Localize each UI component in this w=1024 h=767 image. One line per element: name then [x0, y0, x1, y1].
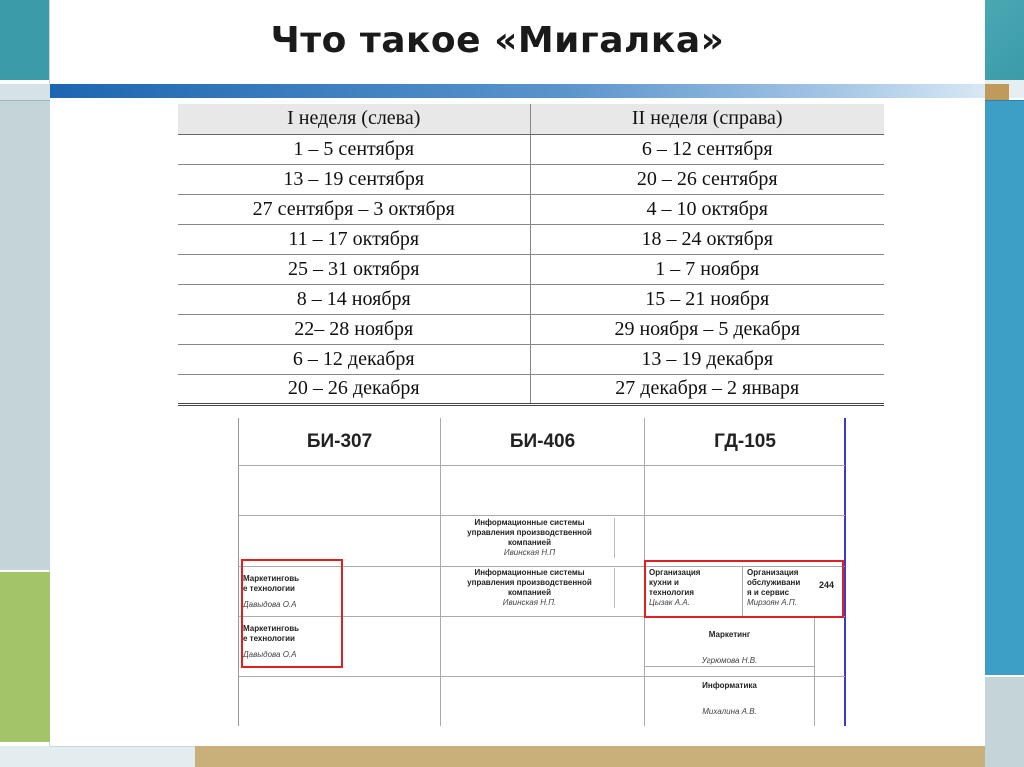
teacher-name: Угрюмова Н.В.	[701, 656, 758, 665]
table-row	[178, 224, 884, 254]
group-header-bi307: БИ-307	[239, 418, 441, 466]
table-row	[178, 374, 884, 404]
teacher-name: Ивинская Н.П	[503, 548, 556, 557]
week1-cell: 27 сентября – 3 октября	[178, 194, 530, 224]
week1-cell: 11 – 17 октября	[178, 224, 530, 254]
left-gray-block	[0, 100, 50, 570]
subject-line: Маркетинговь	[243, 624, 300, 633]
left-light-strip	[0, 84, 50, 100]
subject-line: е технологии	[243, 634, 295, 643]
subject-line: Организация	[747, 568, 799, 577]
weeks-table	[178, 104, 884, 406]
week1-cell: 8 – 14 ноября	[178, 284, 530, 314]
group-header-bi406: БИ-406	[441, 418, 645, 466]
subject-line: я и сервис	[747, 588, 790, 597]
teacher-name: Давыдова О.А	[243, 650, 297, 659]
slide-title: Что такое «Мигалка»	[270, 19, 725, 61]
week2-cell: 15 – 21 ноября	[530, 284, 884, 314]
subject-line: е технологии	[243, 584, 295, 593]
bi406-lesson-2	[445, 568, 615, 608]
week1-cell: 25 – 31 октября	[178, 254, 530, 284]
week1-cell: 13 – 19 сентября	[178, 164, 530, 194]
subject-line: обслуживани	[747, 578, 801, 587]
week1-cell: 20 – 26 декабря	[178, 374, 530, 404]
table-row	[178, 314, 884, 344]
week1-cell: 1 – 5 сентября	[178, 134, 530, 164]
subject-line: Информатика	[702, 681, 757, 690]
subject-line: технология	[649, 588, 695, 597]
subject-line: компанией	[508, 538, 551, 547]
highlight-box	[241, 559, 343, 668]
highlight-box	[644, 560, 844, 618]
bottom-tan-block	[195, 746, 985, 767]
subject-line: кухни и	[649, 578, 679, 587]
table-row	[178, 284, 884, 314]
room-number: 244	[819, 580, 835, 590]
grid-line	[239, 676, 845, 677]
week1-header: I неделя (слева)	[178, 104, 530, 134]
right-gray-block	[985, 677, 1024, 767]
week1-cell: 6 – 12 декабря	[178, 344, 530, 374]
week2-cell: 4 – 10 октября	[530, 194, 884, 224]
subject-line: компанией	[508, 588, 551, 597]
grid-line	[440, 418, 441, 726]
schedule-table	[238, 418, 846, 726]
table-row	[178, 164, 884, 194]
bi406-lesson-1	[445, 518, 615, 558]
right-blue-block	[985, 100, 1024, 675]
teacher-name: Цызак А.А.	[649, 598, 690, 607]
subject-line: Маркетинговь	[243, 574, 300, 583]
week2-header: II неделя (справа)	[530, 104, 884, 134]
gd105-marketing	[645, 630, 814, 666]
week2-cell: 18 – 24 октября	[530, 224, 884, 254]
subject-line: управления производственной	[467, 528, 592, 537]
right-brown-block	[985, 84, 1009, 100]
grid-line	[644, 666, 814, 667]
subject-line: Маркетинг	[708, 630, 751, 639]
week2-cell: 20 – 26 сентября	[530, 164, 884, 194]
table-row	[178, 194, 884, 224]
title-underline-bar	[50, 84, 985, 98]
gd105-informatics	[645, 681, 814, 717]
right-teal-block	[985, 0, 1024, 80]
subject-line: Информационные системы	[474, 518, 585, 527]
weeks-header-row	[178, 104, 884, 134]
week2-cell: 1 – 7 ноября	[530, 254, 884, 284]
subject-line: Информационные системы	[474, 568, 585, 577]
grid-line	[239, 515, 845, 516]
grid-line	[814, 616, 815, 726]
week2-cell: 13 – 19 декабря	[530, 344, 884, 374]
left-green-block	[0, 572, 50, 742]
week2-cell: 29 ноября – 5 декабря	[530, 314, 884, 344]
group-header-gd105: ГД-105	[645, 418, 845, 466]
subject-line: Организация	[649, 568, 701, 577]
table-row	[178, 344, 884, 374]
subject-line: управления производственной	[467, 578, 592, 587]
teacher-name: Ивинская Н.П.	[502, 598, 557, 607]
table-row	[178, 254, 884, 284]
teacher-name: Мирзоян А.П.	[747, 598, 797, 607]
week2-cell: 27 декабря – 2 января	[530, 374, 884, 404]
teacher-name: Михалина А.В.	[702, 707, 757, 716]
teacher-name: Давыдова О.А	[243, 600, 297, 609]
week1-cell: 22– 28 ноября	[178, 314, 530, 344]
left-bottom-block	[0, 746, 50, 767]
week2-cell: 6 – 12 сентября	[530, 134, 884, 164]
table-row	[178, 134, 884, 164]
